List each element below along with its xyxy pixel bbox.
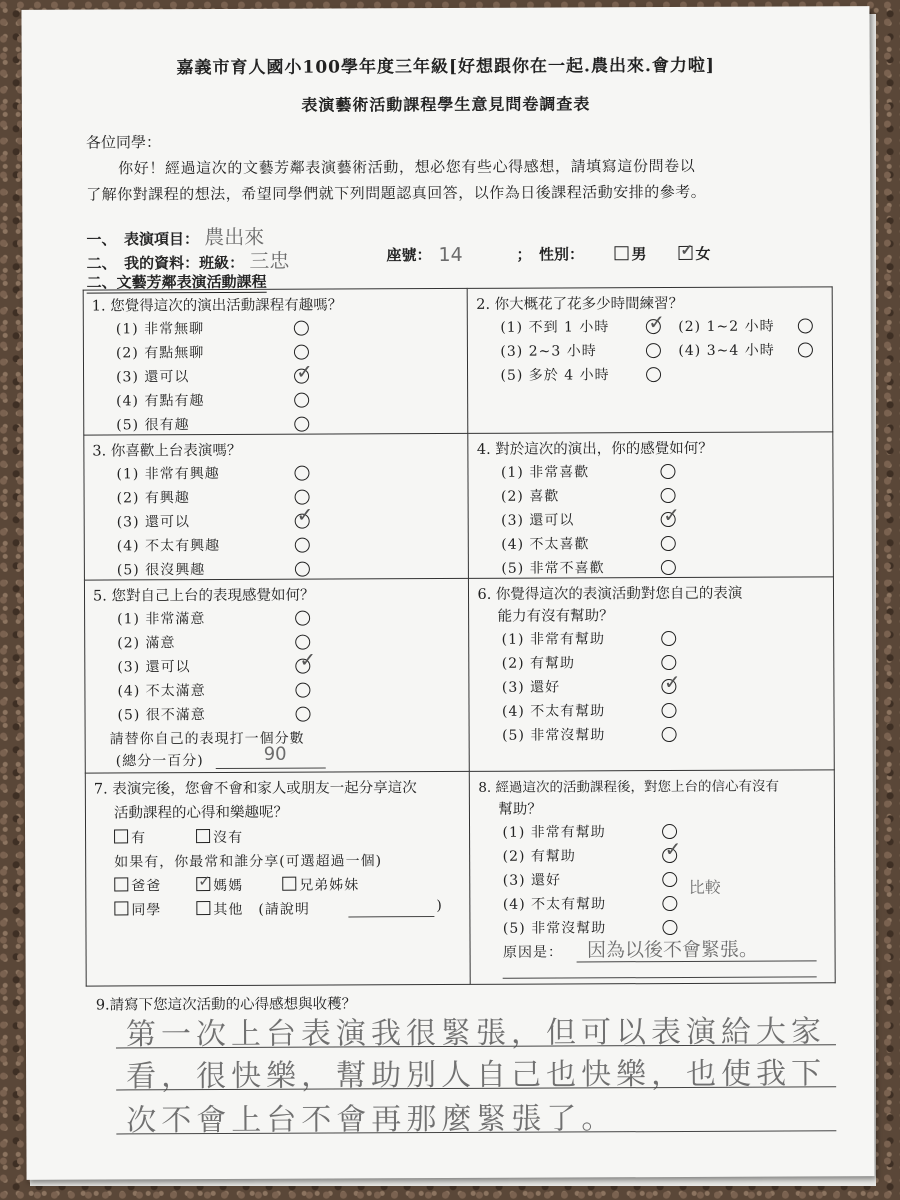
q8-option-5-radio[interactable] xyxy=(663,920,678,935)
q4-option-4-radio[interactable] xyxy=(661,536,676,551)
q5-option-1: (1) 非常滿意 xyxy=(117,611,206,628)
question-grid xyxy=(83,286,836,986)
q8-option-2: (2) 有幫助 xyxy=(502,848,576,865)
q1-option-2-radio[interactable] xyxy=(294,345,309,360)
q4-option-5: (5) 非常不喜歡 xyxy=(501,560,605,577)
question-2-text: 2. 你大概花了花多少時間練習？ xyxy=(476,295,684,313)
check-mark-icon: ✓ xyxy=(198,872,212,891)
q2-option-5: (5) 多於 4 小時 xyxy=(500,367,610,384)
question-8-text-line-1: 8. 經過這次的活動課程後，對您上台的信心有沒有 xyxy=(478,778,780,796)
question-7-text-line-2: 活動課程的心得和樂趣呢？ xyxy=(113,804,288,822)
question-5-text: 5. 您對自己上台的表現感覺如何？ xyxy=(92,587,315,605)
question-6-text-line-1: 6. 你覺得這次的表演活動對您自己的表演 xyxy=(477,585,743,603)
q7-other-underline[interactable] xyxy=(348,916,434,917)
q6-option-5-radio[interactable] xyxy=(662,727,677,742)
check-mark-icon: ✓ xyxy=(648,310,666,335)
q7-father-checkbox[interactable] xyxy=(114,877,128,891)
q6-option-4-radio[interactable] xyxy=(662,703,677,718)
q2-option-1: (1) 不到 1 小時 xyxy=(500,319,610,336)
question-1-text: 1. 您覺得這次的演出活動課程有趣嗎？ xyxy=(91,297,343,315)
question-8-text-line-2: 幫助？ xyxy=(498,801,542,818)
question-4-text: 4. 對於這次的演出，你的感覺如何？ xyxy=(476,440,713,458)
q4-option-4: (4) 不太喜歡 xyxy=(501,536,590,553)
q7-siblings-checkbox[interactable] xyxy=(282,877,296,891)
survey-sheet xyxy=(21,6,874,1180)
q8-option-3-radio[interactable] xyxy=(663,872,678,887)
check-mark-icon: ✓ xyxy=(680,240,694,259)
male-checkbox[interactable] xyxy=(614,246,628,260)
q7-no-label: 沒有 xyxy=(213,829,244,847)
q3-option-1-radio[interactable] xyxy=(294,466,309,481)
q3-option-4: (4) 不太有興趣 xyxy=(116,537,221,555)
q2-option-4-radio[interactable] xyxy=(798,342,813,357)
reason-label: 原因是： xyxy=(502,944,564,961)
q1-option-5-radio[interactable] xyxy=(294,417,309,432)
q4-option-3: (3) 還可以 xyxy=(501,512,575,529)
question-7-text-line-1: 7. 表演完後，您會不會和家人或朋友一起分享這次 xyxy=(93,780,417,798)
q8-option-4: (4) 不太有幫助 xyxy=(502,896,607,913)
q1-option-5: (5) 很有趣 xyxy=(116,417,190,434)
intro-line-1: 你好！經過這次的文藝芳鄰表演藝術活動，想必您有些心得感想，請填寫這份問卷以 xyxy=(118,156,696,178)
greeting: 各位同學： xyxy=(85,133,162,152)
q4-option-2: (2) 喜歡 xyxy=(500,488,560,505)
question-8-cell xyxy=(470,770,835,985)
q8-option-5: (5) 非常沒幫助 xyxy=(502,920,607,937)
q7-siblings-label: 兄弟姊妹 xyxy=(299,877,360,894)
q7-follow-up: 如果有，你最常和誰分享(可選超過一個) xyxy=(114,853,383,871)
q7-mother-checkbox[interactable] xyxy=(196,872,212,891)
check-mark-icon: ✓ xyxy=(663,669,681,695)
q7-no-checkbox[interactable] xyxy=(196,829,210,843)
q8-option-1: (1) 非常有幫助 xyxy=(502,824,606,841)
q7-close-paren: ) xyxy=(436,898,443,915)
q1-option-1: (1) 非常無聊 xyxy=(115,321,205,338)
my-info-label: 二、 我的資料：班級： xyxy=(86,253,245,273)
q7-mother-label: 媽媽 xyxy=(213,877,244,895)
reason-insert[interactable]: 比較 xyxy=(688,877,721,897)
q5-option-2: (2) 滿意 xyxy=(117,635,176,652)
q5-option-3: (3) 還可以 xyxy=(117,659,191,676)
q2-option-3: (3) 2~3 小時 xyxy=(500,343,597,360)
q4-option-5-radio[interactable] xyxy=(661,560,676,575)
reason-underline-1 xyxy=(577,960,817,962)
check-mark-icon: ✓ xyxy=(295,359,313,384)
score-label: 請替你自己的表現打一個分數 xyxy=(109,730,305,748)
q7-yes-checkbox[interactable] xyxy=(114,829,128,843)
q6-option-1-radio[interactable] xyxy=(662,631,677,646)
q6-option-2: (2) 有幫助 xyxy=(501,655,576,672)
reason-answer[interactable]: 因為以後不會緊張。 xyxy=(586,938,759,962)
reason-underline-2 xyxy=(503,976,817,978)
q2-option-4: (4) 3~4 小時 xyxy=(678,342,775,359)
q5-option-4: (4) 不太滿意 xyxy=(117,683,206,700)
check-mark-icon: ✓ xyxy=(299,647,317,672)
q6-option-4: (4) 不太有幫助 xyxy=(501,703,606,720)
male-label: 男 xyxy=(631,245,647,264)
gender-label: ； 性別： xyxy=(516,245,585,264)
seat-label: 座號： xyxy=(386,246,432,265)
question-3-text: 3. 你喜歡上台表演嗎？ xyxy=(92,442,242,460)
question-5-cell xyxy=(84,578,469,773)
q4-option-1: (1) 非常喜歡 xyxy=(500,464,590,481)
check-mark-icon: ✓ xyxy=(664,836,682,862)
q6-option-3: (3) 還好 xyxy=(501,679,561,696)
q7-other-label: 其他 (請說明 xyxy=(213,901,310,919)
essay-line-1[interactable]: 第一次上台表演我很緊張，但可以表演給大家 xyxy=(125,1014,826,1053)
score-sublabel: (總分一百分) xyxy=(115,753,204,770)
q4-option-1-radio[interactable] xyxy=(661,464,676,479)
q8-option-3: (3) 還好 xyxy=(502,872,562,889)
check-mark-icon: ✓ xyxy=(663,502,680,528)
q1-option-2: (2) 有點無聊 xyxy=(115,345,205,362)
q7-father-label: 爸爸 xyxy=(131,878,162,895)
page-subtitle: 表演藝術活動課程學生意見問卷調查表 xyxy=(301,94,591,115)
q2-option-2: (2) 1~2 小時 xyxy=(678,318,775,335)
q2-option-3-radio[interactable] xyxy=(646,343,661,358)
score-underline xyxy=(216,768,326,769)
question-6-cell xyxy=(469,577,834,772)
q7-yes-label: 有 xyxy=(131,830,147,847)
q3-option-4-radio[interactable] xyxy=(295,538,310,553)
q2-option-5-radio[interactable] xyxy=(646,367,661,382)
q3-option-1: (1) 非常有興趣 xyxy=(116,465,220,483)
question-6-text-line-2: 能力有沒有幫助？ xyxy=(497,608,614,625)
seat-answer[interactable]: 14 xyxy=(438,243,463,267)
question-4-cell xyxy=(468,432,833,579)
q2-option-2-radio[interactable] xyxy=(798,318,813,333)
q3-option-2: (2) 有興趣 xyxy=(116,490,190,507)
question-7-cell xyxy=(85,771,470,986)
q5-option-1-radio[interactable] xyxy=(295,611,310,626)
q8-option-4-radio[interactable] xyxy=(663,896,678,911)
q1-option-1-radio[interactable] xyxy=(294,321,309,336)
female-label: 女 xyxy=(695,244,711,263)
q6-option-2-radio[interactable] xyxy=(662,655,677,670)
q7-classmates-label: 同學 xyxy=(131,902,162,919)
female-checkbox[interactable] xyxy=(678,240,694,260)
essay-line-2[interactable]: 看，很快樂，幫助別人自己也快樂，也使我下 xyxy=(126,1056,827,1095)
q3-option-3: (3) 還可以 xyxy=(116,514,191,531)
q5-option-5-radio[interactable] xyxy=(295,707,310,722)
q1-option-3: (3) 還可以 xyxy=(116,369,190,386)
question-2-cell xyxy=(468,287,833,434)
q7-other-checkbox[interactable] xyxy=(196,901,210,915)
q6-option-1: (1) 非常有幫助 xyxy=(501,631,605,648)
q5-option-4-radio[interactable] xyxy=(295,683,310,698)
q3-option-5-radio[interactable] xyxy=(295,562,310,577)
score-answer[interactable]: 90 xyxy=(263,743,287,765)
class-answer[interactable]: 三忠 xyxy=(249,248,290,273)
page-title: 嘉義市育人國小100學年度三年級[好想跟你在一起.農出來.會力啦] xyxy=(176,55,715,79)
performance-item-label: 一、 表演項目： xyxy=(86,230,200,249)
essay-line-3[interactable]: 次不會上台不會再那麼緊張了。 xyxy=(126,1101,617,1139)
q5-option-5: (5) 很不滿意 xyxy=(117,707,206,724)
question-3-cell xyxy=(84,433,469,580)
q4-option-2-radio[interactable] xyxy=(661,488,676,503)
q3-option-5: (5) 很沒興趣 xyxy=(116,562,206,579)
section-title: 二、文藝芳鄰表演活動課程 xyxy=(86,272,267,292)
question-1-cell xyxy=(83,288,468,435)
q7-classmates-checkbox[interactable] xyxy=(114,901,128,915)
q1-option-4-radio[interactable] xyxy=(294,393,309,408)
q1-option-4: (4) 有點有趣 xyxy=(116,393,205,410)
performance-item-answer[interactable]: 農出來 xyxy=(204,224,265,250)
check-mark-icon: ✓ xyxy=(296,502,314,527)
question-9-text: 9.請寫下您這次活動的心得感想與收穫？ xyxy=(95,996,357,1014)
q6-option-5: (5) 非常沒幫助 xyxy=(502,727,606,744)
intro-line-2: 了解你對課程的想法，希望同學們就下列問題認真回答，以作為日後課程活動安排的參考。 xyxy=(86,182,707,204)
